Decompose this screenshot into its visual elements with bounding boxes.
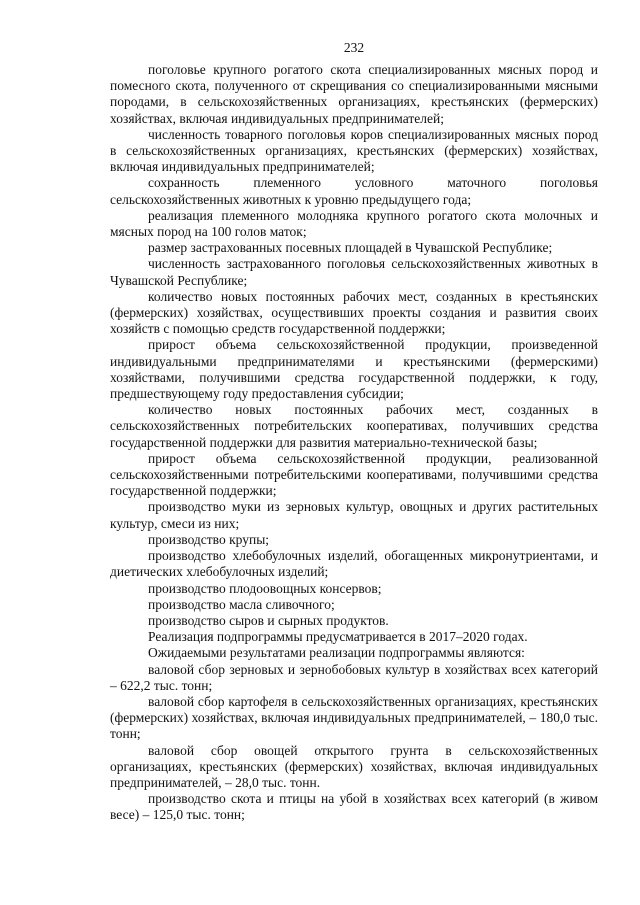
paragraph: производство скота и птицы на убой в хозяйствах всех категорий (в живом весе) – 125,0 тыс. тонн; [110,791,598,823]
paragraph: реализация племенного молодняка крупного рогатого скота молочных и мясных пород на 100 голов маток; [110,207,598,240]
paragraph: поголовье крупного рогатого скота специализированных мясных пород и помесного скота, полученного от скрещивания со специализированными мясными породами, в сельскохозяйственных организациях, крестьянских (фермерских) хозяйствах, включая индивидуальных предпринимателей; [110,62,598,126]
paragraph: количество новых постоянных рабочих мест, созданных в сельскохозяйственных потребительских кооперативах, получивших средства государственной поддержки для развития материально-технической базы; [110,402,598,450]
paragraph: Реализация подпрограммы предусматривается в 2017–2020 годах. [148,629,528,645]
paragraph: производство масла сливочного; [148,596,335,612]
paragraph: численность товарного поголовья коров специализированных мясных пород в сельскохозяйственных организациях, крестьянских (фермерских) хозяйствах, включая индивидуальных предпринимателей; [110,126,598,175]
paragraph: валовой сбор овощей открытого грунта в сельскохозяйственных организациях, крестьянских (фермерских) хозяйствах, включая индивидуальных предпринимателей, – 28,0 тыс. тонн. [110,742,598,790]
paragraph: численность застрахованного поголовья сельскохозяйственных животных в Чувашской Республике; [110,256,598,288]
paragraph: валовой сбор зерновых и зернобобовых культур в хозяйствах всех категорий – 622,2 тыс. тонн; [110,661,598,693]
paragraph: производство плодоовощных консервов; [148,580,382,596]
paragraph: прирост объема сельскохозяйственной продукции, произведенной индивидуальными предпринимателями и крестьянскими (фермерскими) хозяйствами, получившими средства государственной поддержки, к году, предшествующему году предоставления субсидии; [110,337,598,402]
paragraph: валовой сбор картофеля в сельскохозяйственных организациях, крестьянских (фермерских) хозяйствах, включая индивидуальных предпринимателей, – 180,0 тыс. тонн; [110,693,598,742]
paragraph: Ожидаемыми результатами реализации подпрограммы являются: [148,645,525,661]
paragraph: производство крупы; [148,531,270,547]
paragraph: размер застрахованных посевных площадей в Чувашской Республике; [148,240,553,256]
page-number: 232 [343,40,365,55]
paragraph: количество новых постоянных рабочих мест, созданных в крестьянских (фермерских) хозяйствах, осуществивших проекты создания и развития своих хозяйств с помощью средств государственной поддержки; [110,288,598,337]
paragraph: производство хлебобулочных изделий, обогащенных микронутриентами, и диетических хлебобулочных изделий; [110,548,598,580]
paragraph: производство сыров и сырных продуктов. [148,612,389,628]
document-body [110,62,598,824]
paragraph: прирост объема сельскохозяйственной продукции, реализованной сельскохозяйственными потребительскими кооперативами, получившими средства государственной поддержки; [110,450,598,499]
paragraph: сохранность племенного условного маточного поголовья сельскохозяйственных животных к уровню предыдущего года; [110,175,598,207]
paragraph: производство муки из зерновых культур, овощных и других растительных культур, смеси из них; [110,499,598,531]
